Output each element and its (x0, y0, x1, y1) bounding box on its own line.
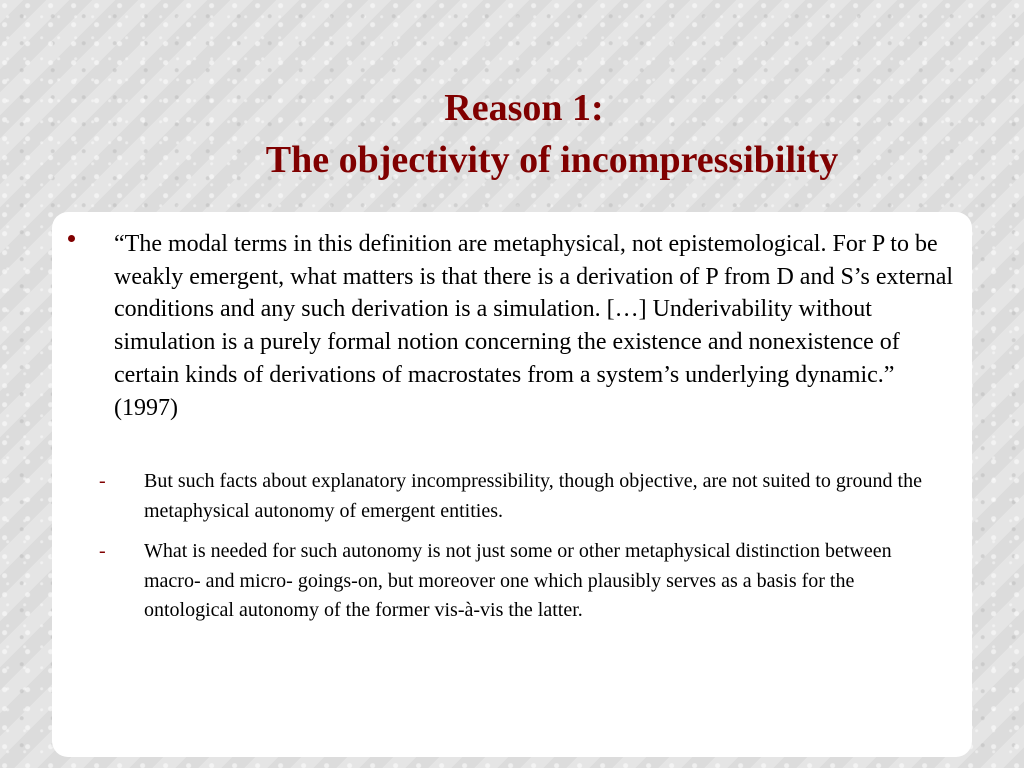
sub-bullet-text: What is needed for such autonomy is not just some or other metaphysical distinction between macro- and micro- goings-on, but moreover one which plausibly serves as a basis for the ontological autonomy of the former vis-à-vis the latter. (144, 540, 892, 621)
title-line-1: Reason 1: (444, 87, 604, 129)
content-panel (52, 212, 972, 757)
bullet-dot-icon (68, 235, 75, 242)
dash-icon: - (99, 470, 106, 492)
sub-bullet-text: But such facts about explanatory incompressibility, though objective, are not suited to ground the metaphysical autonomy of emergent entities. (144, 470, 922, 522)
main-bullet-text: “The modal terms in this definition are metaphysical, not epistemological. For P to be weakly emergent, what matters is that there is a derivation of P from D and S’s external conditions and any such derivation is a simulation. […] Underivability without simulation is a purely formal notion concerning the existence and nonexistence of certain kinds of derivations of macrostates from a system’s underlying dynamic.” (1997) (114, 231, 954, 421)
title-line-2: The objectivity of incompressibility (265, 139, 839, 181)
dash-icon: - (99, 540, 106, 562)
slide-title (0, 82, 1024, 186)
